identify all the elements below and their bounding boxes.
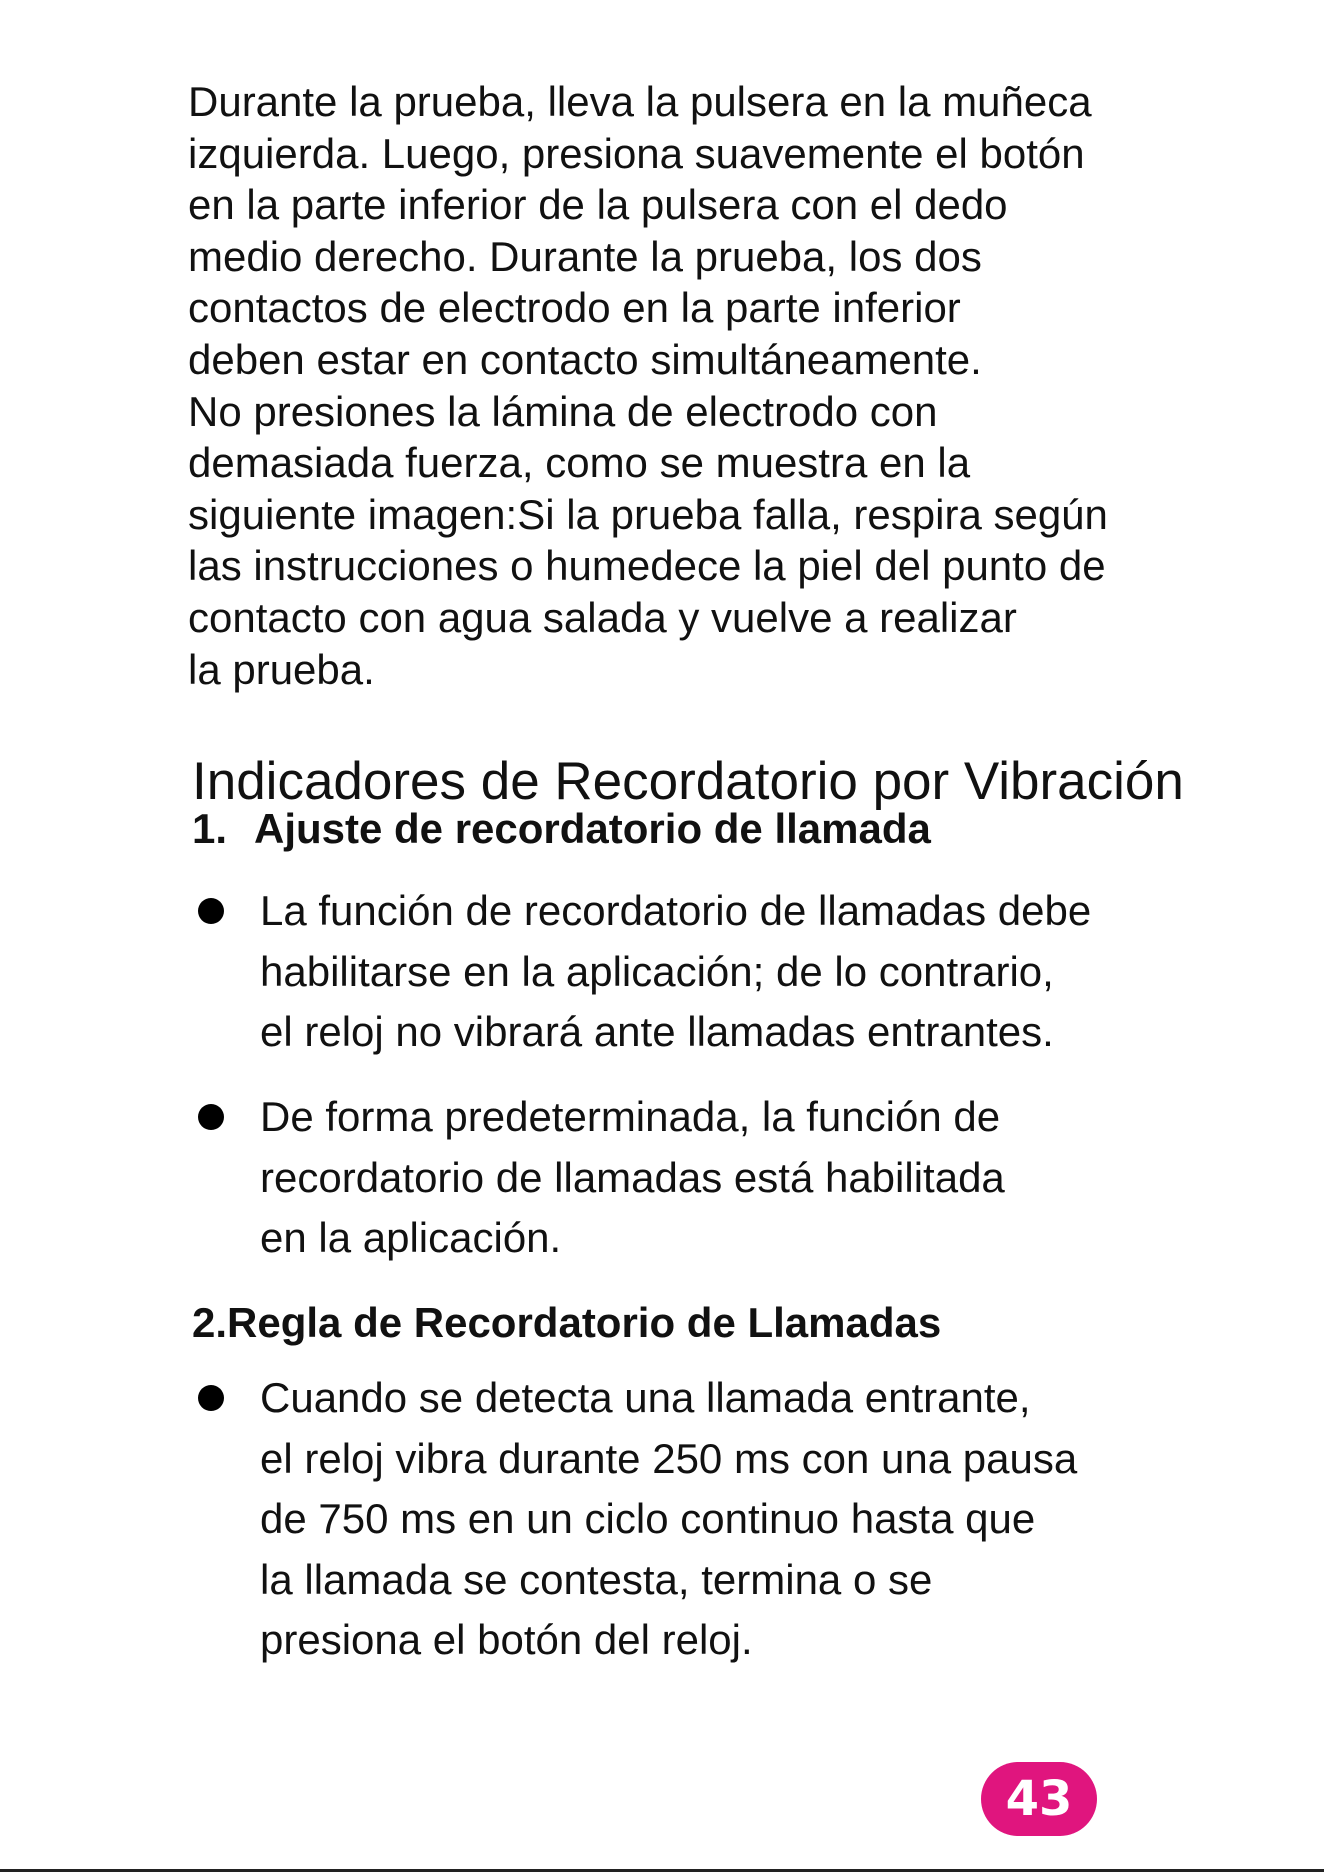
intro-line: en la parte inferior de la pulsera con el dedo xyxy=(188,181,1008,229)
intro-line: Durante la prueba, lleva la pulsera en la muñeca xyxy=(188,78,1092,125)
page-number-badge: 43 xyxy=(981,1762,1097,1836)
bullet-line: de 750 ms en un ciclo continuo hasta que xyxy=(260,1495,1036,1542)
bullet-dot-icon xyxy=(198,1104,224,1130)
intro-line: deben estar en contacto simultáneamente. xyxy=(188,335,982,383)
bullet-line: la llamada se contesta, termina o se xyxy=(260,1555,933,1603)
bullet-line: Cuando se detecta una llamada entrante, xyxy=(260,1374,1031,1421)
bullet-line: en la aplicación. xyxy=(260,1214,562,1261)
section-title: Indicadores de Recordatorio por Vibración xyxy=(192,751,1184,811)
intro-line: izquierda. Luego, presiona suavemente el botón xyxy=(188,129,1085,177)
bullet-item xyxy=(260,1368,1077,1671)
bullet-line: el reloj vibra durante 250 ms con una pausa xyxy=(260,1434,1078,1482)
bullet-line: el reloj no vibrará ante llamadas entrantes. xyxy=(260,1008,1054,1055)
intro-line: demasiada fuerza, como se muestra en la xyxy=(188,439,971,487)
intro-line: contactos de electrodo en la parte inferior xyxy=(188,284,961,332)
subsection-2-heading: 2.Regla de Recordatorio de Llamadas xyxy=(192,1299,942,1346)
intro-line: la prueba. xyxy=(188,645,375,693)
intro-line: medio derecho. Durante la prueba, los dos xyxy=(188,232,982,280)
subsection-1-heading xyxy=(192,803,931,855)
bullet-line: presiona el botón del reloj. xyxy=(260,1616,753,1663)
intro-paragraph xyxy=(188,76,1188,695)
bullet-item xyxy=(260,1087,1005,1269)
bullet-item xyxy=(260,881,1091,1063)
bullet-line: De forma predeterminada, la función de xyxy=(260,1093,1001,1140)
intro-line: No presiones la lámina de electrodo con xyxy=(188,387,938,435)
bullet-line: recordatorio de llamadas está habilitada xyxy=(260,1153,1005,1201)
subsection-1-title: Ajuste de recordatorio de llamada xyxy=(254,805,931,852)
intro-line: las instrucciones o humedece la piel del punto de xyxy=(188,542,1106,590)
intro-line: siguiente imagen:Si la prueba falla, respira según xyxy=(188,490,1108,538)
subsection-1-number: 1. xyxy=(192,805,228,852)
bullet-dot-icon xyxy=(198,1385,224,1411)
bullet-line: habilitarse en la aplicación; de lo contrario, xyxy=(260,947,1054,995)
bullet-line: La función de recordatorio de llamadas debe xyxy=(260,887,1092,934)
bullet-dot-icon xyxy=(198,898,224,924)
intro-line: contacto con agua salada y vuelve a realizar xyxy=(188,593,1017,641)
